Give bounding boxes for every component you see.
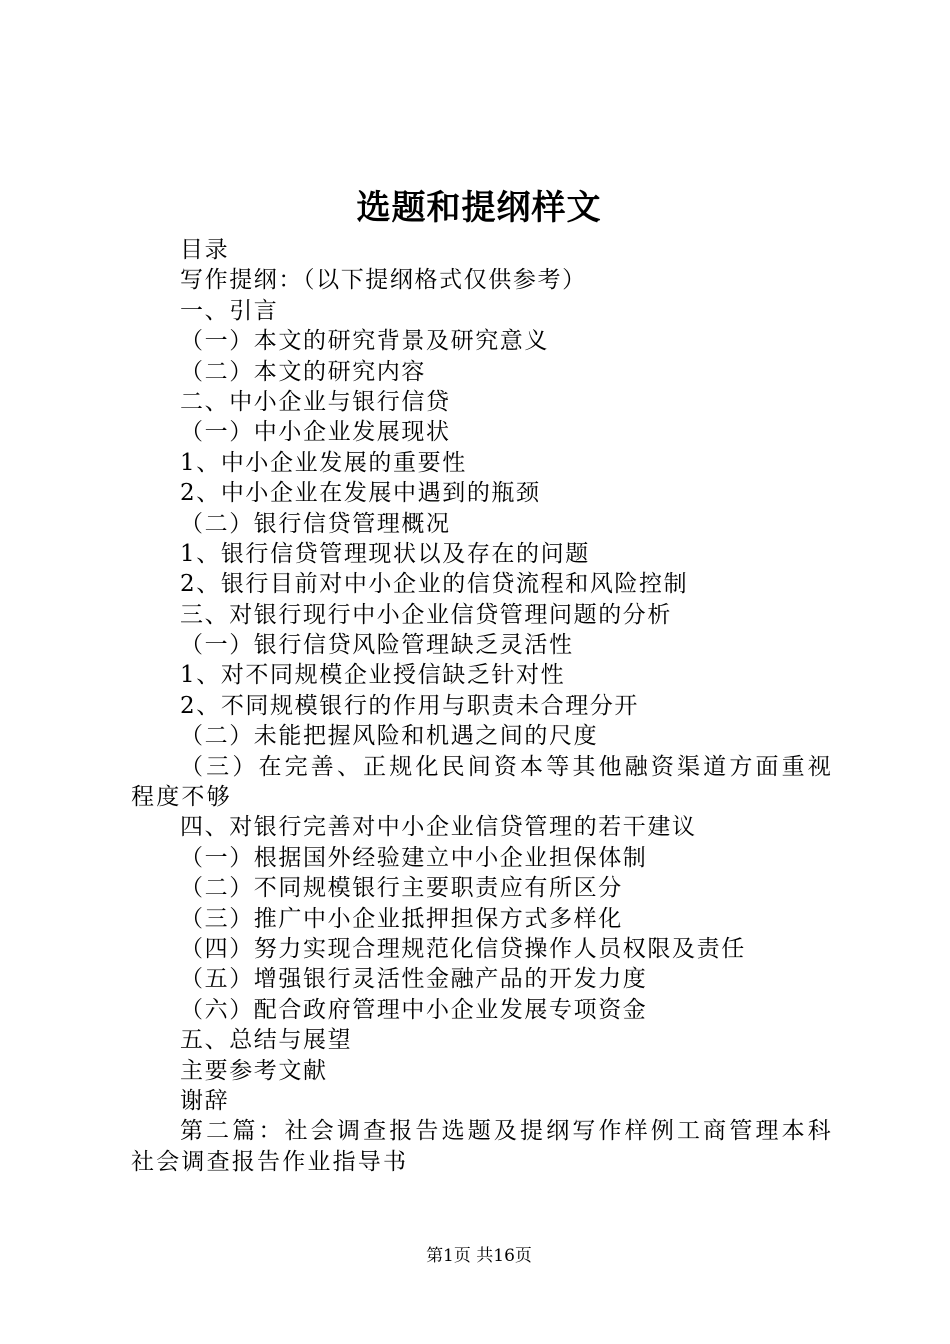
outline-line: （二）银行信贷管理概况 <box>180 510 451 537</box>
outline-line: （一）根据国外经验建立中小企业担保体制 <box>180 844 648 871</box>
outline-line: （四）努力实现合理规范化信贷操作人员权限及责任 <box>180 936 746 963</box>
outline-intro: 写作提纲：（以下提纲格式仅供参考） <box>180 267 587 294</box>
second-part-heading: 第二篇：社会调查报告选题及提纲写作样例工商管理本科社会调查报告作业指导书 <box>131 1118 833 1175</box>
document-title: 选题和提纲样文 <box>356 188 602 228</box>
outline-line: （二）本文的研究内容 <box>180 358 426 385</box>
outline-line: （二）未能把握风险和机遇之间的尺度 <box>180 723 599 750</box>
outline-line: （二）不同规模银行主要职责应有所区分 <box>180 875 623 902</box>
outline-line-wrapped: （三）在完善、正规化民间资本等其他融资渠道方面重视程度不够 <box>131 753 833 811</box>
outline-line: 1、银行信贷管理现状以及存在的问题 <box>180 540 590 567</box>
outline-line: （一）中小企业发展现状 <box>180 419 451 446</box>
outline-line: （三）推广中小企业抵押担保方式多样化 <box>180 905 623 932</box>
outline-line: （五）增强银行灵活性金融产品的开发力度 <box>180 966 648 993</box>
outline-line: 2、中小企业在发展中遇到的瓶颈 <box>180 480 541 507</box>
references-heading: 主要参考文献 <box>180 1057 328 1084</box>
outline-line: 三、对银行现行中小企业信贷管理问题的分析 <box>180 601 672 628</box>
outline-line: 1、对不同规模企业授信缺乏针对性 <box>180 662 566 689</box>
outline-line: 二、中小企业与银行信贷 <box>180 388 451 415</box>
outline-line: （一）银行信贷风险管理缺乏灵活性 <box>180 632 574 659</box>
page-number: 第1页 共16页 <box>426 1246 532 1266</box>
toc-heading: 目录 <box>180 237 230 263</box>
outline-line: 四、对银行完善对中小企业信贷管理的若干建议 <box>180 814 697 841</box>
acknowledgement-heading: 谢辞 <box>180 1087 230 1114</box>
outline-line: 2、不同规模银行的作用与职责未合理分开 <box>180 692 640 719</box>
outline-line: 一、引言 <box>180 297 279 324</box>
outline-line: （六）配合政府管理中小企业发展专项资金 <box>180 996 648 1023</box>
outline-line: （一）本文的研究背景及研究意义 <box>180 328 549 355</box>
outline-line: 1、中小企业发展的重要性 <box>180 449 467 476</box>
document-body <box>131 235 833 1177</box>
outline-line: 2、银行目前对中小企业的信贷流程和风险控制 <box>180 571 689 598</box>
outline-line: 五、总结与展望 <box>180 1027 353 1054</box>
